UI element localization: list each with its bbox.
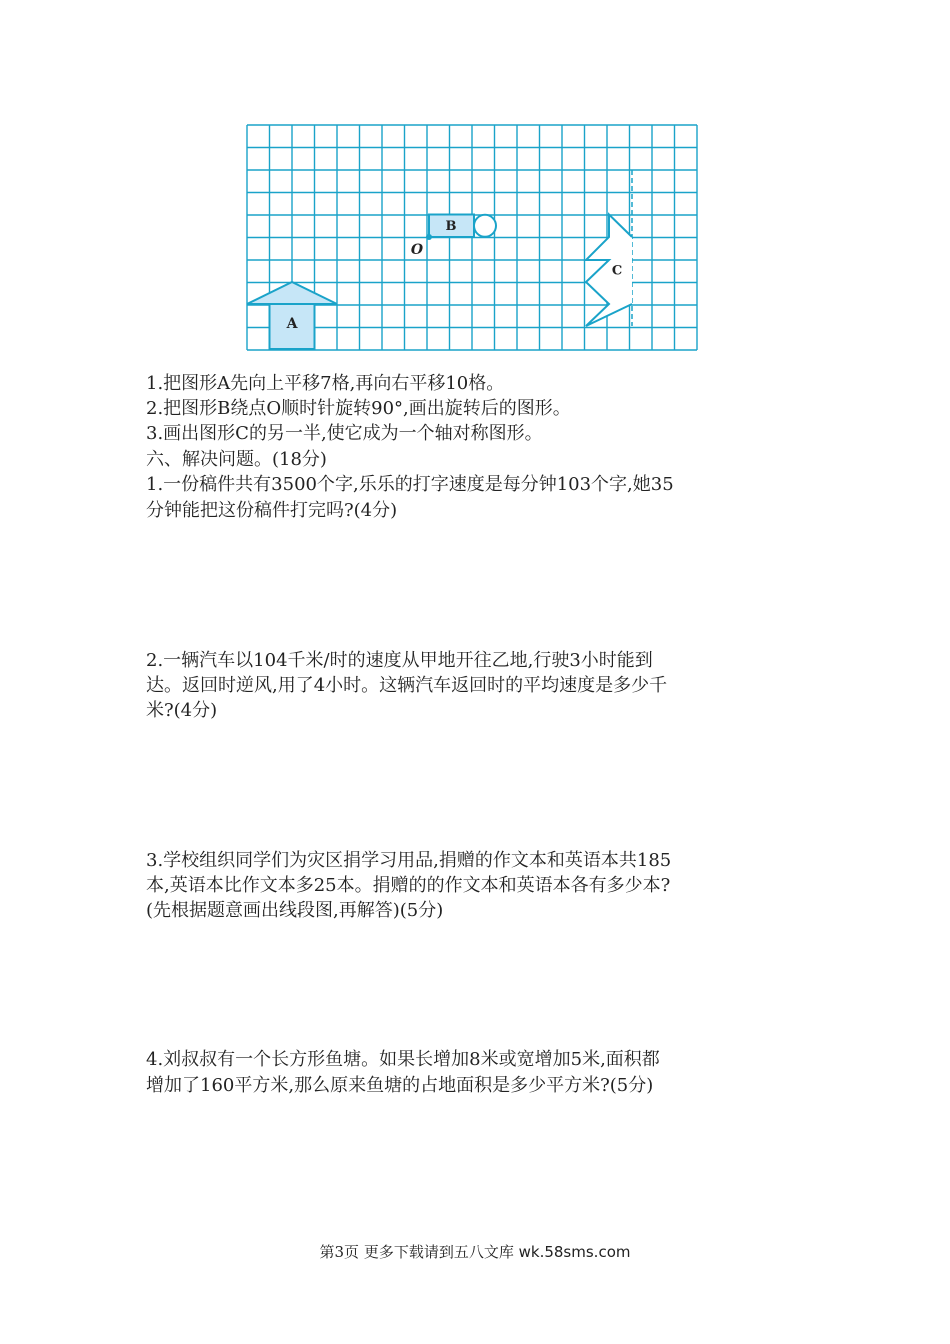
- point-o: [426, 234, 432, 240]
- footer-site[interactable]: wk.58sms.com: [518, 1243, 631, 1261]
- footer-text: 第3页 更多下载请到五八文库: [319, 1243, 514, 1261]
- problem-1-line-2: 分钟能把这份稿件打完吗?(4分): [146, 500, 398, 521]
- point-o-label: O: [410, 242, 424, 258]
- shape-b-label: B: [445, 219, 457, 234]
- shape-b: [411, 215, 496, 259]
- problem-2-line-2: 达。返回时逆风,用了4小时。这辆汽车返回时的平均速度是多少千: [146, 675, 668, 696]
- shape-b-circle: [474, 215, 496, 237]
- problem-3-line-3: (先根据题意画出线段图,再解答)(5分): [146, 900, 444, 921]
- transformation-grid-figure: [245, 124, 705, 352]
- problem-1-line-1: 1.一份稿件共有3500个字,乐乐的打字速度是每分钟103个字,她35: [146, 474, 674, 495]
- problem-3-line-2: 本,英语本比作文本多25本。捐赠的的作文本和英语本各有多少本?: [146, 875, 671, 896]
- shape-c-half: [586, 215, 632, 327]
- page-footer: [0, 1243, 950, 1261]
- section-title: 六、解决问题。(18分): [146, 449, 327, 470]
- shape-c: [586, 170, 632, 326]
- problem-3-line-1: 3.学校组织同学们为灾区捐学习用品,捐赠的作文本和英语本共185: [146, 850, 672, 871]
- task-1: 1.把图形A先向上平移7格,再向右平移10格。: [146, 373, 505, 394]
- problem-2-line-1: 2.一辆汽车以104千米/时的速度从甲地开往乙地,行驶3小时能到: [146, 650, 653, 671]
- problem-4-line-1: 4.刘叔叔有一个长方形鱼塘。如果长增加8米或宽增加5米,面积都: [146, 1049, 660, 1070]
- shape-a: [247, 282, 337, 349]
- shape-c-label: C: [611, 263, 623, 279]
- problem-2-line-3: 米?(4分): [146, 700, 218, 721]
- shape-a-label: A: [286, 316, 298, 332]
- task-2: 2.把图形B绕点O顺时针旋转90°,画出旋转后的图形。: [146, 398, 571, 419]
- problem-4-line-2: 增加了160平方米,那么原来鱼塘的占地面积是多少平方米?(5分): [146, 1075, 654, 1096]
- task-3: 3.画出图形C的另一半,使它成为一个轴对称图形。: [146, 423, 543, 444]
- shape-a-arrow: [247, 282, 337, 304]
